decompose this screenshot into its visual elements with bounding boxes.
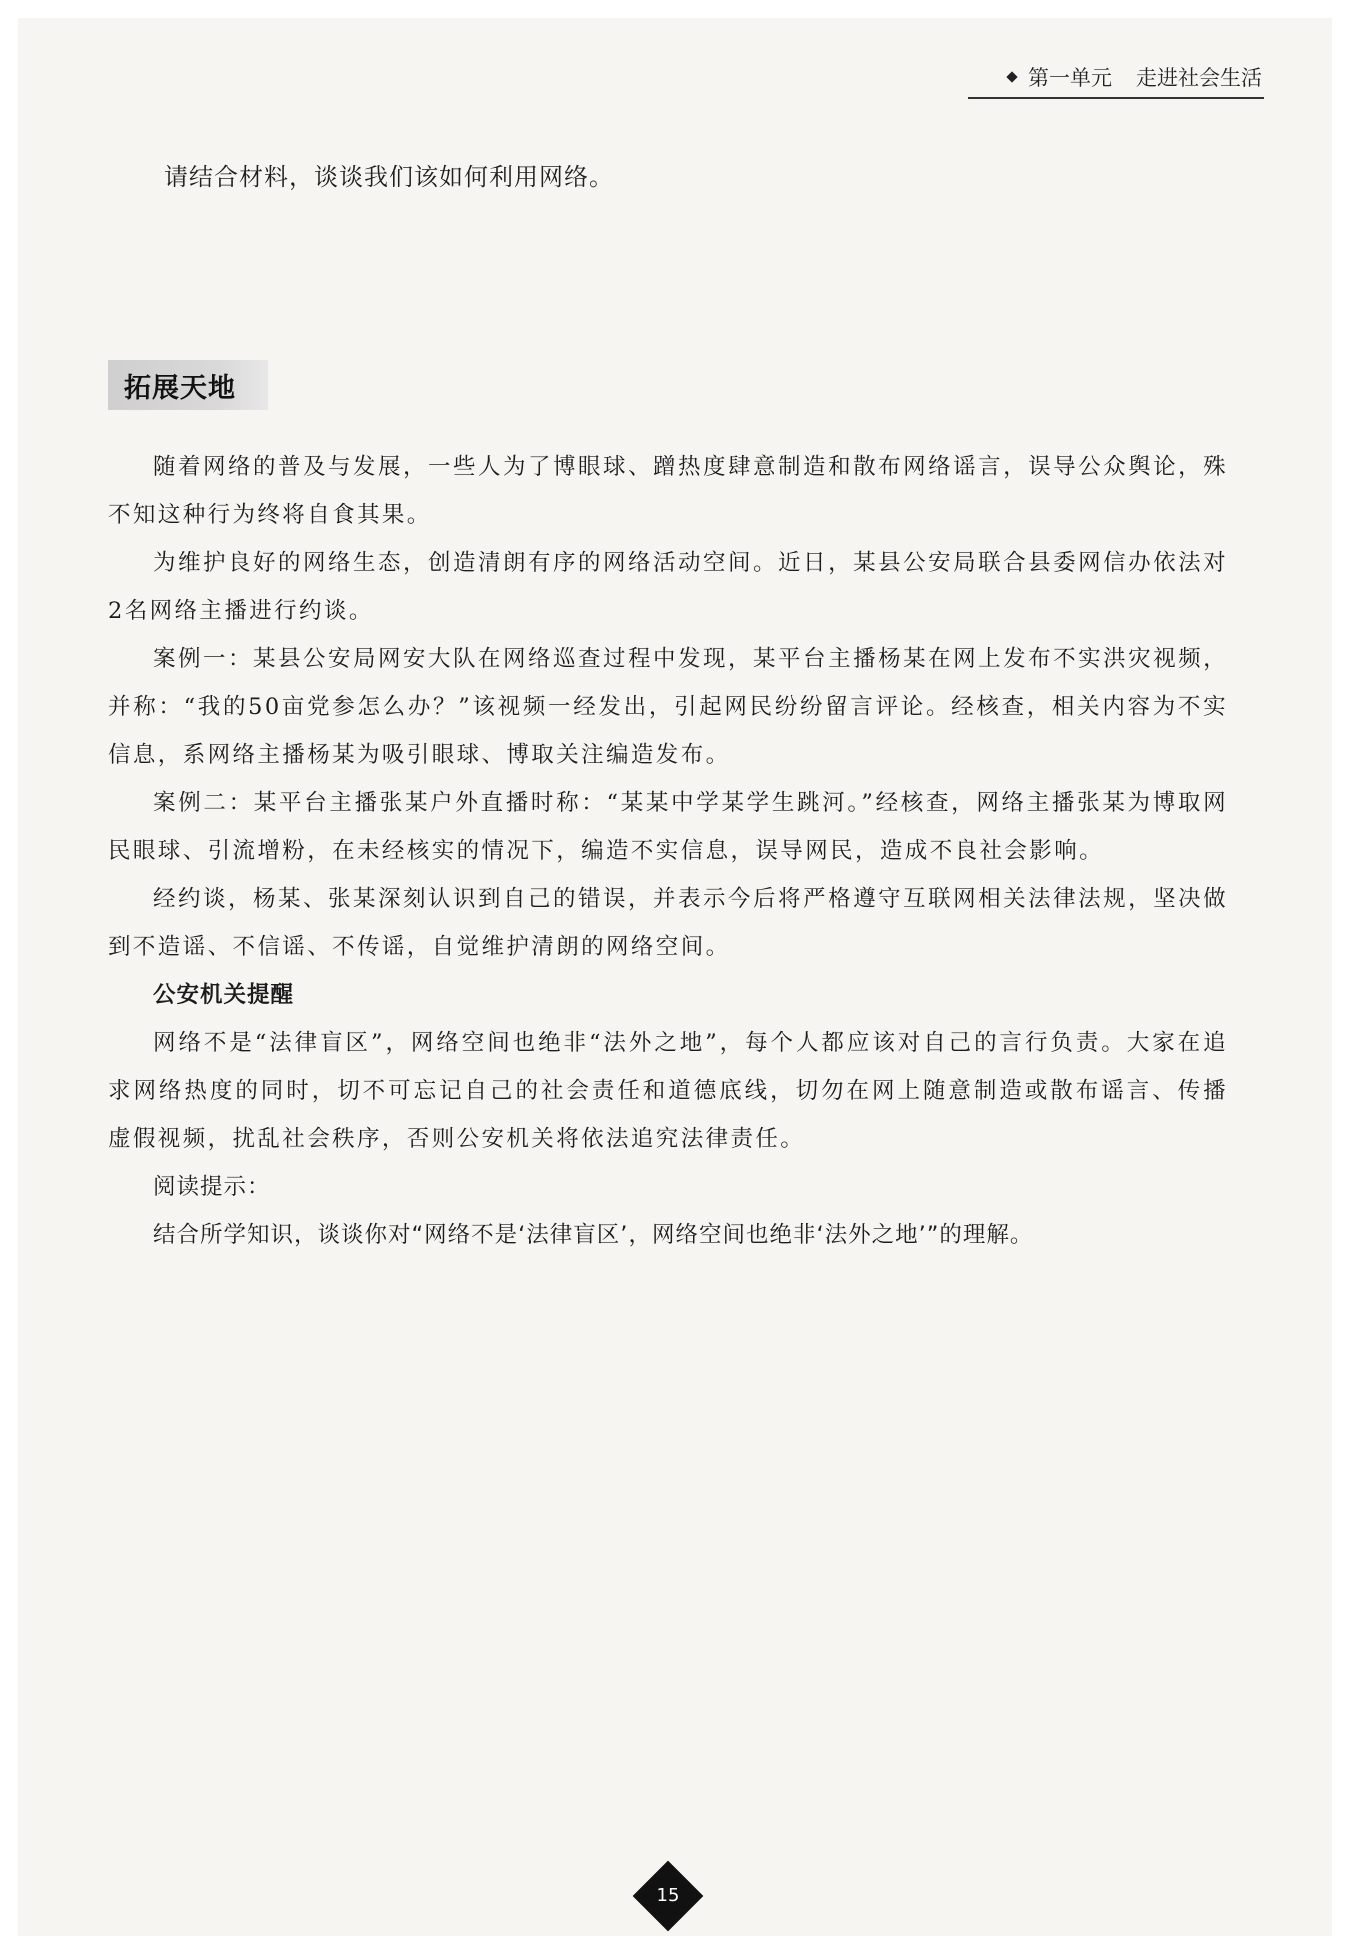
question-text: 请结合材料，谈谈我们该如何利用网络。	[164, 163, 614, 191]
paragraph-intro: 随着网络的普及与发展，一些人为了博眼球、蹭热度肆意制造和散布网络谣言，误导公众舆论，殊不知这种行为终将自食其果。	[108, 454, 1228, 528]
paragraph-outcome: 经约谈，杨某、张某深刻认识到自己的错误，并表示今后将严格遵守互联网相关法律法规，坚决做到不造谣、不信谣、不传谣，自觉维护清朗的网络空间。	[108, 886, 1228, 960]
section-title-box	[108, 360, 268, 410]
section-title: 拓展天地	[124, 372, 236, 404]
header-text	[1028, 62, 1262, 92]
reading-tip-question: 结合所学知识，谈谈你对“网络不是‘法律盲区’，网络空间也绝非‘法外之地’”的理解。	[153, 1222, 1034, 1248]
header-unit: 第一单元	[1028, 66, 1112, 90]
page-number: 15	[656, 1885, 680, 1906]
header-title: 走进社会生活	[1136, 66, 1262, 90]
diamond-icon	[1006, 71, 1017, 82]
reminder-paragraph: 网络不是“法律盲区”，网络空间也绝非“法外之地”，每个人都应该对自己的言行负责。大家在追求网络热度的同时，切不可忘记自己的社会责任和道德底线，切勿在网上随意制造或散布谣言、传播虚假视频，扰乱社会秩序，否则公安机关将依法追究法律责任。	[108, 1030, 1228, 1152]
paragraph-case-one: 案例一：某县公安局网安大队在网络巡查过程中发现，某平台主播杨某在网上发布不实洪灾视频，并称：“我的50亩党参怎么办？”该视频一经发出，引起网民纷纷留言评论。经核查，相关内容为不实信息，系网络主播杨某为吸引眼球、博取关注编造发布。	[108, 646, 1228, 768]
article-body	[108, 443, 1228, 1259]
paragraph-case-two: 案例二：某平台主播张某户外直播时称：“某某中学某学生跳河。”经核查，网络主播张某为博取网民眼球、引流增粉，在未经核实的情况下，编造不实信息，误导网民，造成不良社会影响。	[108, 790, 1228, 864]
reminder-heading: 公安机关提醒	[153, 982, 295, 1008]
paragraph-background: 为维护良好的网络生态，创造清朗有序的网络活动空间。近日，某县公安局联合县委网信办依法对2名网络主播进行约谈。	[108, 550, 1228, 624]
page-header	[1008, 62, 1262, 92]
header-divider	[968, 97, 1264, 99]
reading-tip-label: 阅读提示：	[153, 1174, 271, 1200]
